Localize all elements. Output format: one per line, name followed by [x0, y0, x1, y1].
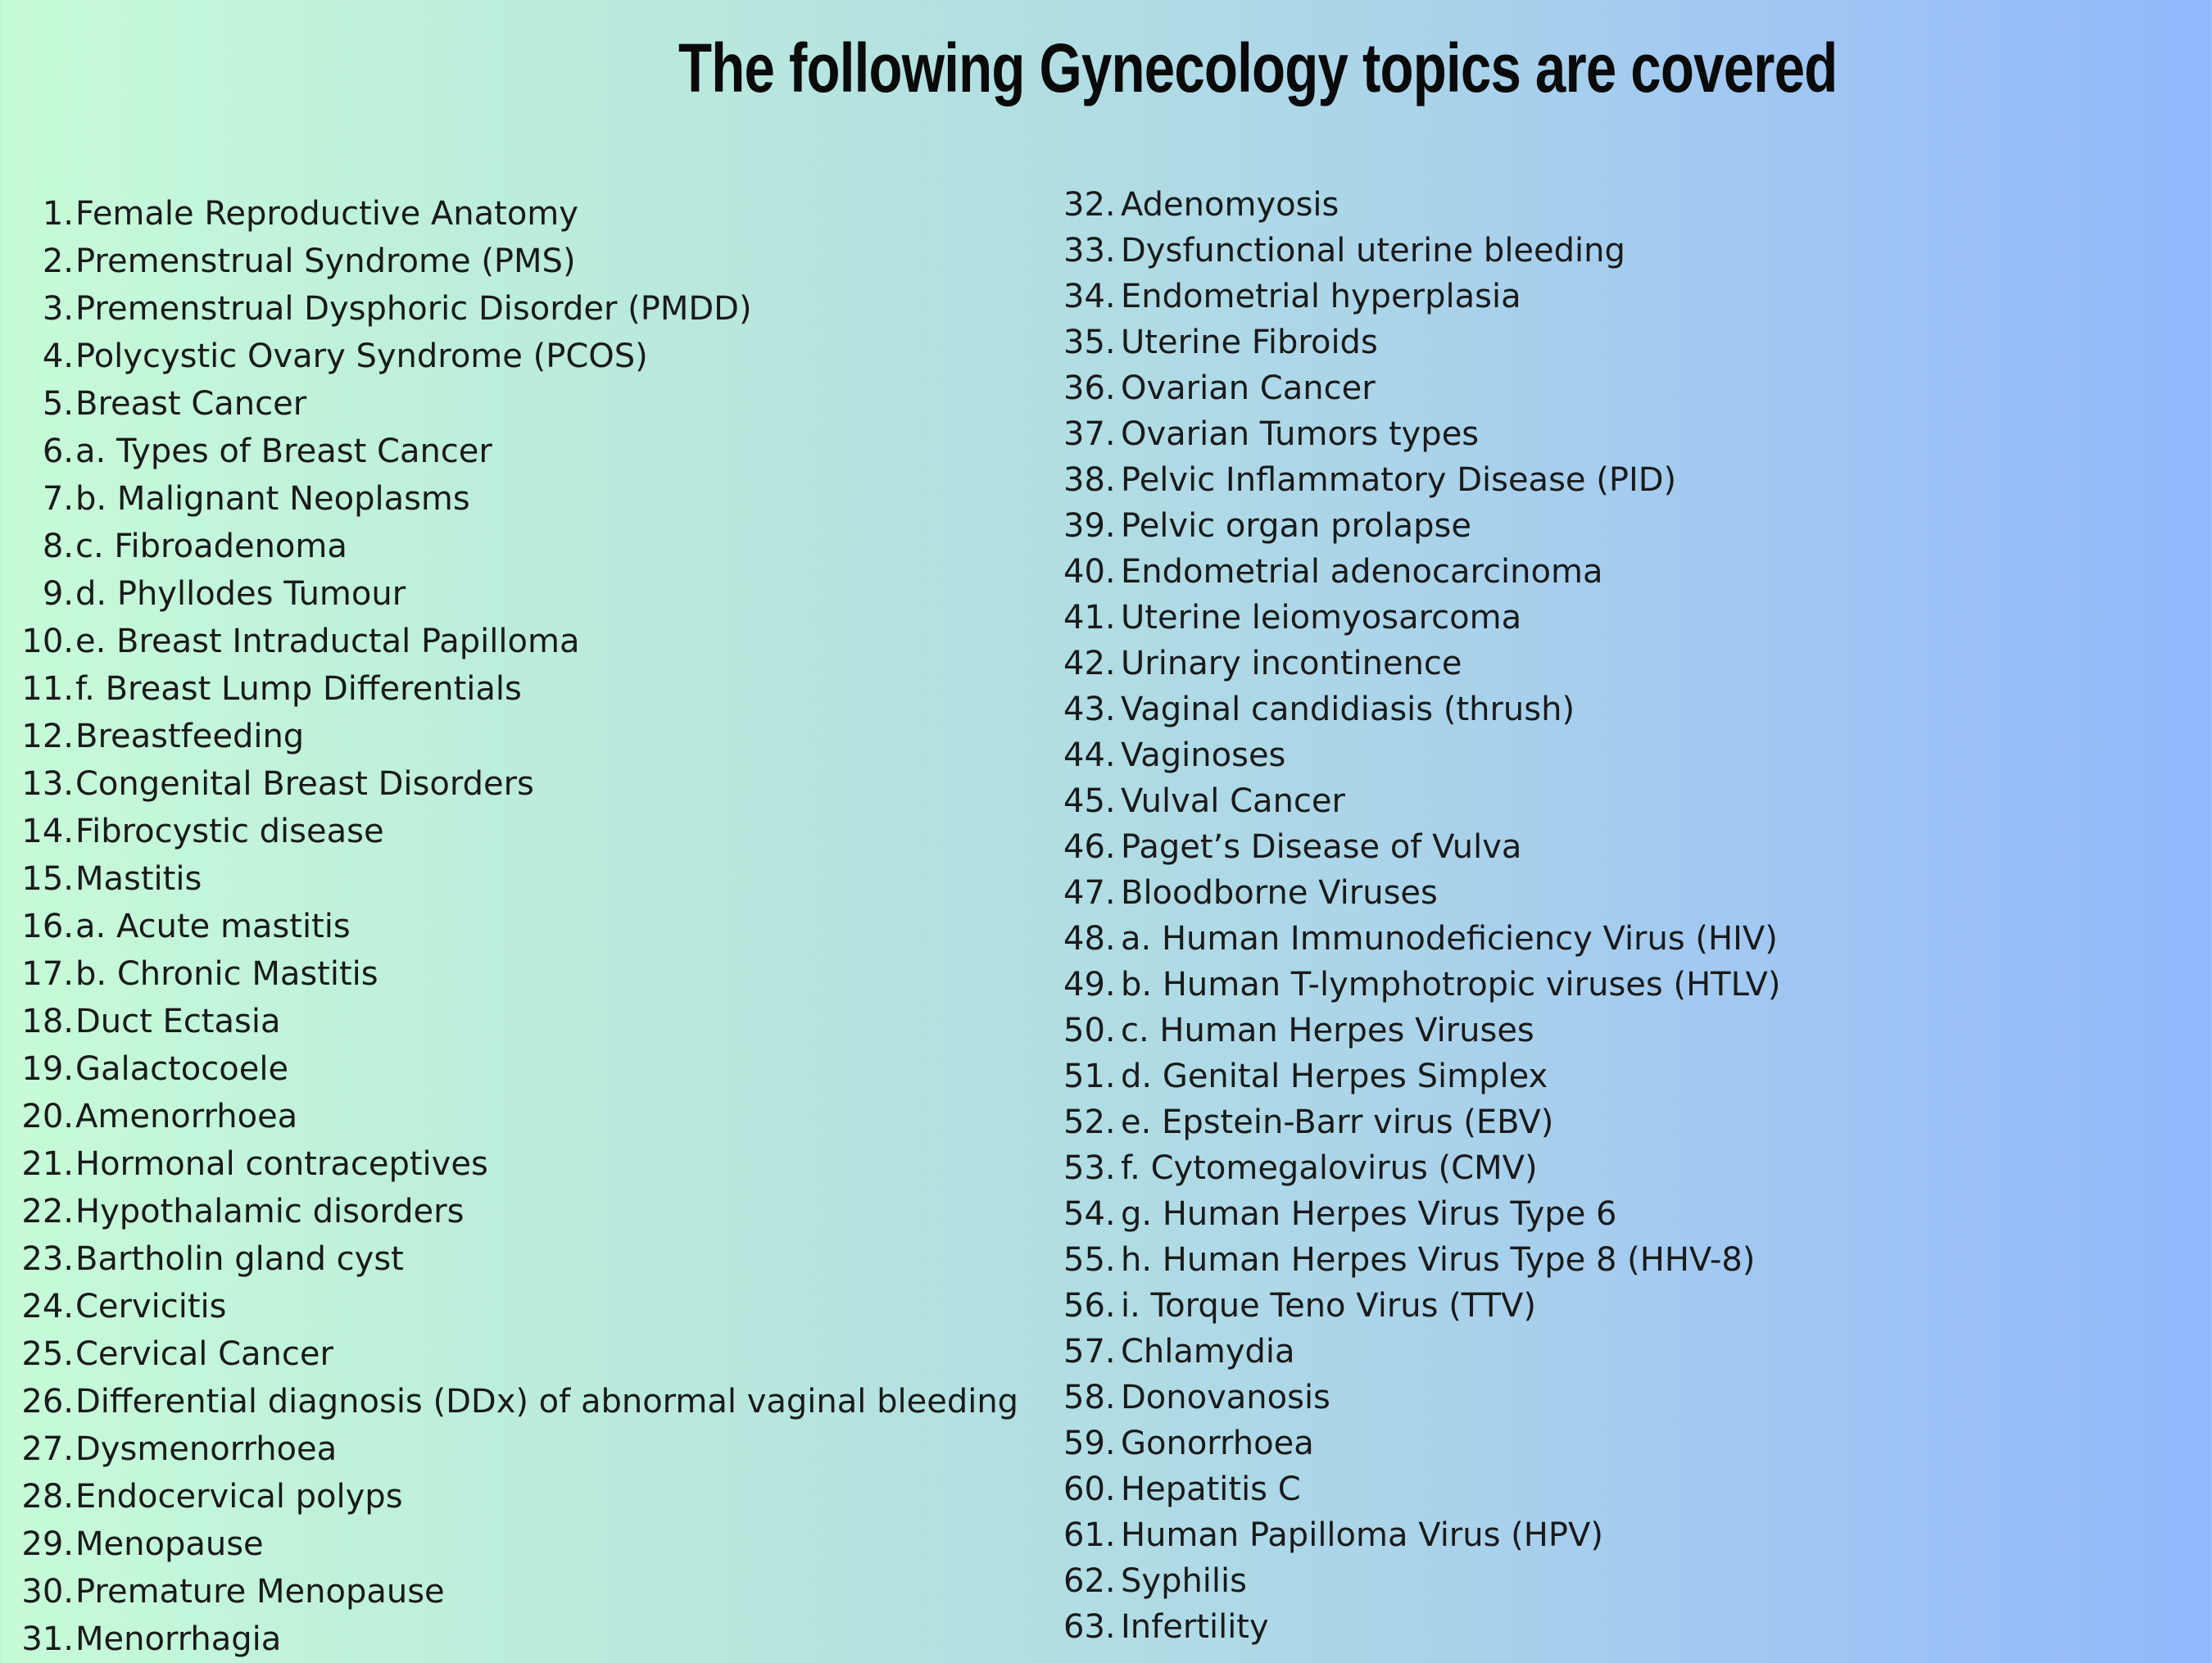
list-item	[1063, 274, 1780, 319]
list-item-label: Hypothalamic disorders	[75, 1193, 465, 1230]
list-item	[1063, 365, 1780, 411]
list-item-label: Dysmenorrhoea	[75, 1430, 338, 1468]
list-item-number: 17.	[21, 955, 74, 993]
list-item	[21, 903, 1018, 950]
list-item-number: 56.	[1063, 1287, 1116, 1325]
list-item-label: Infertility	[1121, 1608, 1269, 1646]
list-item-number: 2.	[42, 242, 74, 280]
list-item	[21, 1093, 1018, 1140]
list-item-number: 40.	[1063, 553, 1116, 591]
list-item-number: 35.	[1063, 324, 1116, 361]
list-item-label: b. Malignant Neoplasms	[75, 480, 470, 518]
list-item-label: f. Cytomegalovirus (CMV)	[1121, 1149, 1538, 1187]
list-item-label: Gonorrhoea	[1121, 1425, 1314, 1462]
list-item-number: 12.	[21, 718, 74, 755]
list-item-number: 32.	[1063, 186, 1116, 224]
list-item-number: 46.	[1063, 828, 1116, 866]
list-item-label: Mastitis	[75, 860, 202, 898]
list-item	[1063, 595, 1780, 641]
list-item	[1063, 732, 1780, 778]
list-item	[21, 428, 1018, 475]
list-item-number: 44.	[1063, 736, 1116, 774]
list-item	[21, 1425, 1018, 1473]
list-item	[1063, 778, 1780, 824]
list-item-label: Differential diagnosis (DDx) of abnormal vaginal bleeding	[75, 1383, 1019, 1421]
list-item	[21, 998, 1018, 1045]
list-item	[1063, 824, 1780, 870]
list-item	[1063, 457, 1780, 503]
list-item-label: Vaginal candidiasis (thrush)	[1121, 691, 1575, 728]
list-item-label: a. Human Immunodeficiency Virus (HIV)	[1121, 920, 1778, 958]
list-item-number: 4.	[42, 338, 74, 375]
list-item-number: 21.	[21, 1145, 74, 1183]
list-item-number: 13.	[21, 765, 74, 803]
list-item	[21, 1140, 1018, 1188]
list-item-number: 47.	[1063, 874, 1116, 912]
list-item-label: d. Genital Herpes Simplex	[1121, 1058, 1548, 1095]
list-item-label: h. Human Herpes Virus Type 8 (HHV-8)	[1121, 1241, 1756, 1279]
list-item	[1063, 1375, 1780, 1421]
list-item	[1063, 1054, 1780, 1099]
list-item	[21, 1330, 1018, 1378]
list-item	[21, 1283, 1018, 1330]
list-item	[1063, 228, 1780, 274]
list-item	[1063, 1099, 1780, 1145]
list-item-number: 15.	[21, 860, 74, 898]
list-item-label: e. Epstein-Barr virus (EBV)	[1121, 1103, 1554, 1141]
list-item-number: 5.	[42, 385, 74, 423]
list-item-label: g. Human Herpes Virus Type 6	[1121, 1195, 1617, 1233]
list-item	[21, 1188, 1018, 1235]
list-item-label: Menorrhagia	[75, 1620, 282, 1658]
list-item	[21, 475, 1018, 523]
list-item-label: Uterine Fibroids	[1121, 324, 1378, 361]
list-item	[21, 333, 1018, 380]
list-item-label: Endometrial adenocarcinoma	[1121, 553, 1603, 591]
list-item-label: Hepatitis C	[1121, 1470, 1301, 1508]
list-item	[21, 1045, 1018, 1093]
list-item-label: Dysfunctional uterine bleeding	[1121, 232, 1625, 270]
list-item	[1063, 1329, 1780, 1375]
page-title: The following Gynecology topics are covered	[678, 29, 1838, 106]
list-item	[1063, 1145, 1780, 1191]
list-item	[21, 665, 1018, 713]
list-item-label: Hormonal contraceptives	[75, 1145, 488, 1183]
list-item	[1063, 1558, 1780, 1604]
list-item	[21, 713, 1018, 760]
list-item-number: 22.	[21, 1193, 74, 1230]
list-item	[1063, 686, 1780, 732]
list-item-number: 1.	[42, 195, 74, 233]
list-item-label: Polycystic Ovary Syndrome (PCOS)	[75, 338, 648, 375]
list-item-label: Chlamydia	[1121, 1333, 1295, 1371]
list-item	[21, 760, 1018, 808]
list-item	[21, 190, 1018, 238]
list-item-number: 11.	[21, 670, 74, 708]
list-item-label: b. Human T-lymphotropic viruses (HTLV)	[1121, 966, 1781, 1004]
list-item-label: Paget’s Disease of Vulva	[1121, 828, 1522, 866]
list-item-number: 57.	[1063, 1333, 1116, 1371]
list-item-label: f. Breast Lump Differentials	[75, 670, 522, 708]
list-item-number: 19.	[21, 1050, 74, 1088]
list-item-label: Endocervical polyps	[75, 1478, 403, 1516]
list-item-number: 55.	[1063, 1241, 1116, 1279]
list-item-number: 48.	[1063, 920, 1116, 958]
list-item-number: 3.	[42, 290, 74, 328]
list-item-label: b. Chronic Mastitis	[75, 955, 378, 993]
list-item-label: Human Papilloma Virus (HPV)	[1121, 1516, 1603, 1554]
list-item-label: c. Fibroadenoma	[75, 528, 347, 565]
list-item-label: Uterine leiomyosarcoma	[1121, 599, 1522, 637]
list-item	[1063, 1421, 1780, 1466]
list-item-number: 36.	[1063, 369, 1116, 407]
list-item-number: 53.	[1063, 1149, 1116, 1187]
list-item-number: 14.	[21, 813, 74, 850]
list-item-number: 49.	[1063, 966, 1116, 1004]
list-item-label: Breastfeeding	[75, 718, 305, 755]
list-item	[1063, 1604, 1780, 1650]
list-item-number: 54.	[1063, 1195, 1116, 1233]
list-item-label: Cervicitis	[75, 1288, 227, 1325]
list-item	[1063, 319, 1780, 365]
list-item-label: Syphilis	[1121, 1562, 1247, 1600]
list-item-number: 38.	[1063, 461, 1116, 499]
list-item-label: Cervical Cancer	[75, 1335, 333, 1373]
list-item-label: Menopause	[75, 1525, 264, 1563]
list-item-number: 23.	[21, 1240, 74, 1278]
list-item-label: e. Breast Intraductal Papilloma	[75, 623, 580, 660]
list-item-label: Premenstrual Dysphoric Disorder (PMDD)	[75, 290, 752, 328]
list-item-label: Duct Ectasia	[75, 1003, 281, 1040]
list-item	[1063, 916, 1780, 962]
list-item	[1063, 962, 1780, 1008]
list-item-number: 34.	[1063, 278, 1116, 315]
list-item-number: 10.	[21, 623, 74, 660]
list-item-number: 50.	[1063, 1012, 1116, 1049]
list-item	[1063, 182, 1780, 228]
list-item-number: 27.	[21, 1430, 74, 1468]
topic-list-right	[1063, 182, 1780, 1650]
list-item-label: Ovarian Tumors types	[1121, 415, 1480, 453]
list-item-label: c. Human Herpes Viruses	[1121, 1012, 1534, 1049]
list-item-number: 37.	[1063, 415, 1116, 453]
list-item	[21, 1378, 1018, 1425]
list-item-number: 28.	[21, 1478, 74, 1516]
list-item-label: Adenomyosis	[1121, 186, 1339, 224]
list-item-number: 45.	[1063, 782, 1116, 820]
list-item-number: 51.	[1063, 1058, 1116, 1095]
list-item	[21, 570, 1018, 618]
list-item-label: Pelvic Inflammatory Disease (PID)	[1121, 461, 1677, 499]
list-item-label: d. Phyllodes Tumour	[75, 575, 406, 613]
list-item-number: 33.	[1063, 232, 1116, 270]
list-item-number: 9.	[42, 575, 74, 613]
list-item-number: 29.	[21, 1525, 74, 1563]
list-item-number: 39.	[1063, 507, 1116, 545]
list-item-label: Female Reproductive Anatomy	[75, 195, 578, 233]
list-item	[21, 808, 1018, 855]
list-item	[1063, 870, 1780, 916]
list-item	[21, 285, 1018, 333]
list-item-number: 60.	[1063, 1470, 1116, 1508]
list-item-label: i. Torque Teno Virus (TTV)	[1121, 1287, 1536, 1325]
list-item-label: Breast Cancer	[75, 385, 307, 423]
list-item	[1063, 1466, 1780, 1512]
list-item	[21, 238, 1018, 285]
list-item	[1063, 1008, 1780, 1054]
list-item	[1063, 503, 1780, 549]
list-item-label: Vaginoses	[1121, 736, 1286, 774]
list-item	[21, 1473, 1018, 1520]
list-item	[1063, 549, 1780, 595]
list-item	[1063, 1283, 1780, 1329]
list-item	[21, 855, 1018, 903]
list-item	[21, 1568, 1018, 1615]
list-item-label: Endometrial hyperplasia	[1121, 278, 1521, 315]
list-item-label: Premenstrual Syndrome (PMS)	[75, 242, 576, 280]
list-item-label: Premature Menopause	[75, 1573, 445, 1611]
list-item-number: 52.	[1063, 1103, 1116, 1141]
list-item-number: 6.	[42, 433, 74, 470]
list-item	[1063, 1512, 1780, 1558]
list-item-number: 63.	[1063, 1608, 1116, 1646]
list-item-number: 61.	[1063, 1516, 1116, 1554]
list-item-number: 7.	[42, 480, 74, 518]
list-item-number: 58.	[1063, 1379, 1116, 1416]
list-item-number: 25.	[21, 1335, 74, 1373]
list-item-number: 18.	[21, 1003, 74, 1040]
list-item-number: 24.	[21, 1288, 74, 1325]
list-item-number: 31.	[21, 1620, 74, 1658]
list-item	[21, 1615, 1018, 1663]
list-item-label: Congenital Breast Disorders	[75, 765, 534, 803]
list-item-label: Bartholin gland cyst	[75, 1240, 404, 1278]
list-item-number: 16.	[21, 908, 74, 945]
list-item	[1063, 641, 1780, 686]
list-item	[1063, 1237, 1780, 1283]
list-item-number: 59.	[1063, 1425, 1116, 1462]
list-item	[21, 380, 1018, 428]
list-item-number: 43.	[1063, 691, 1116, 728]
list-item-number: 20.	[21, 1098, 74, 1135]
list-item	[21, 523, 1018, 570]
list-item-label: Galactocoele	[75, 1050, 289, 1088]
list-item-label: Amenorrhoea	[75, 1098, 298, 1135]
list-item	[21, 1235, 1018, 1283]
list-item-label: Fibrocystic disease	[75, 813, 384, 850]
list-item-number: 41.	[1063, 599, 1116, 637]
list-item-label: Vulval Cancer	[1121, 782, 1345, 820]
list-item-label: Donovanosis	[1121, 1379, 1330, 1416]
list-item	[21, 618, 1018, 665]
list-item	[21, 950, 1018, 998]
list-item-label: Ovarian Cancer	[1121, 369, 1376, 407]
list-item-number: 30.	[21, 1573, 74, 1611]
list-item-number: 62.	[1063, 1562, 1116, 1600]
list-item	[1063, 411, 1780, 457]
list-item-number: 42.	[1063, 645, 1116, 682]
list-item-number: 8.	[42, 528, 74, 565]
list-item-label: Pelvic organ prolapse	[1121, 507, 1471, 545]
list-item-number: 26.	[21, 1383, 74, 1421]
list-item-label: a. Types of Breast Cancer	[75, 433, 492, 470]
list-item-label: a. Acute mastitis	[75, 908, 351, 945]
topic-list-left	[21, 190, 1018, 1663]
list-item-label: Bloodborne Viruses	[1121, 874, 1438, 912]
list-item-label: Urinary incontinence	[1121, 645, 1462, 682]
list-item	[21, 1520, 1018, 1568]
list-item	[1063, 1191, 1780, 1237]
